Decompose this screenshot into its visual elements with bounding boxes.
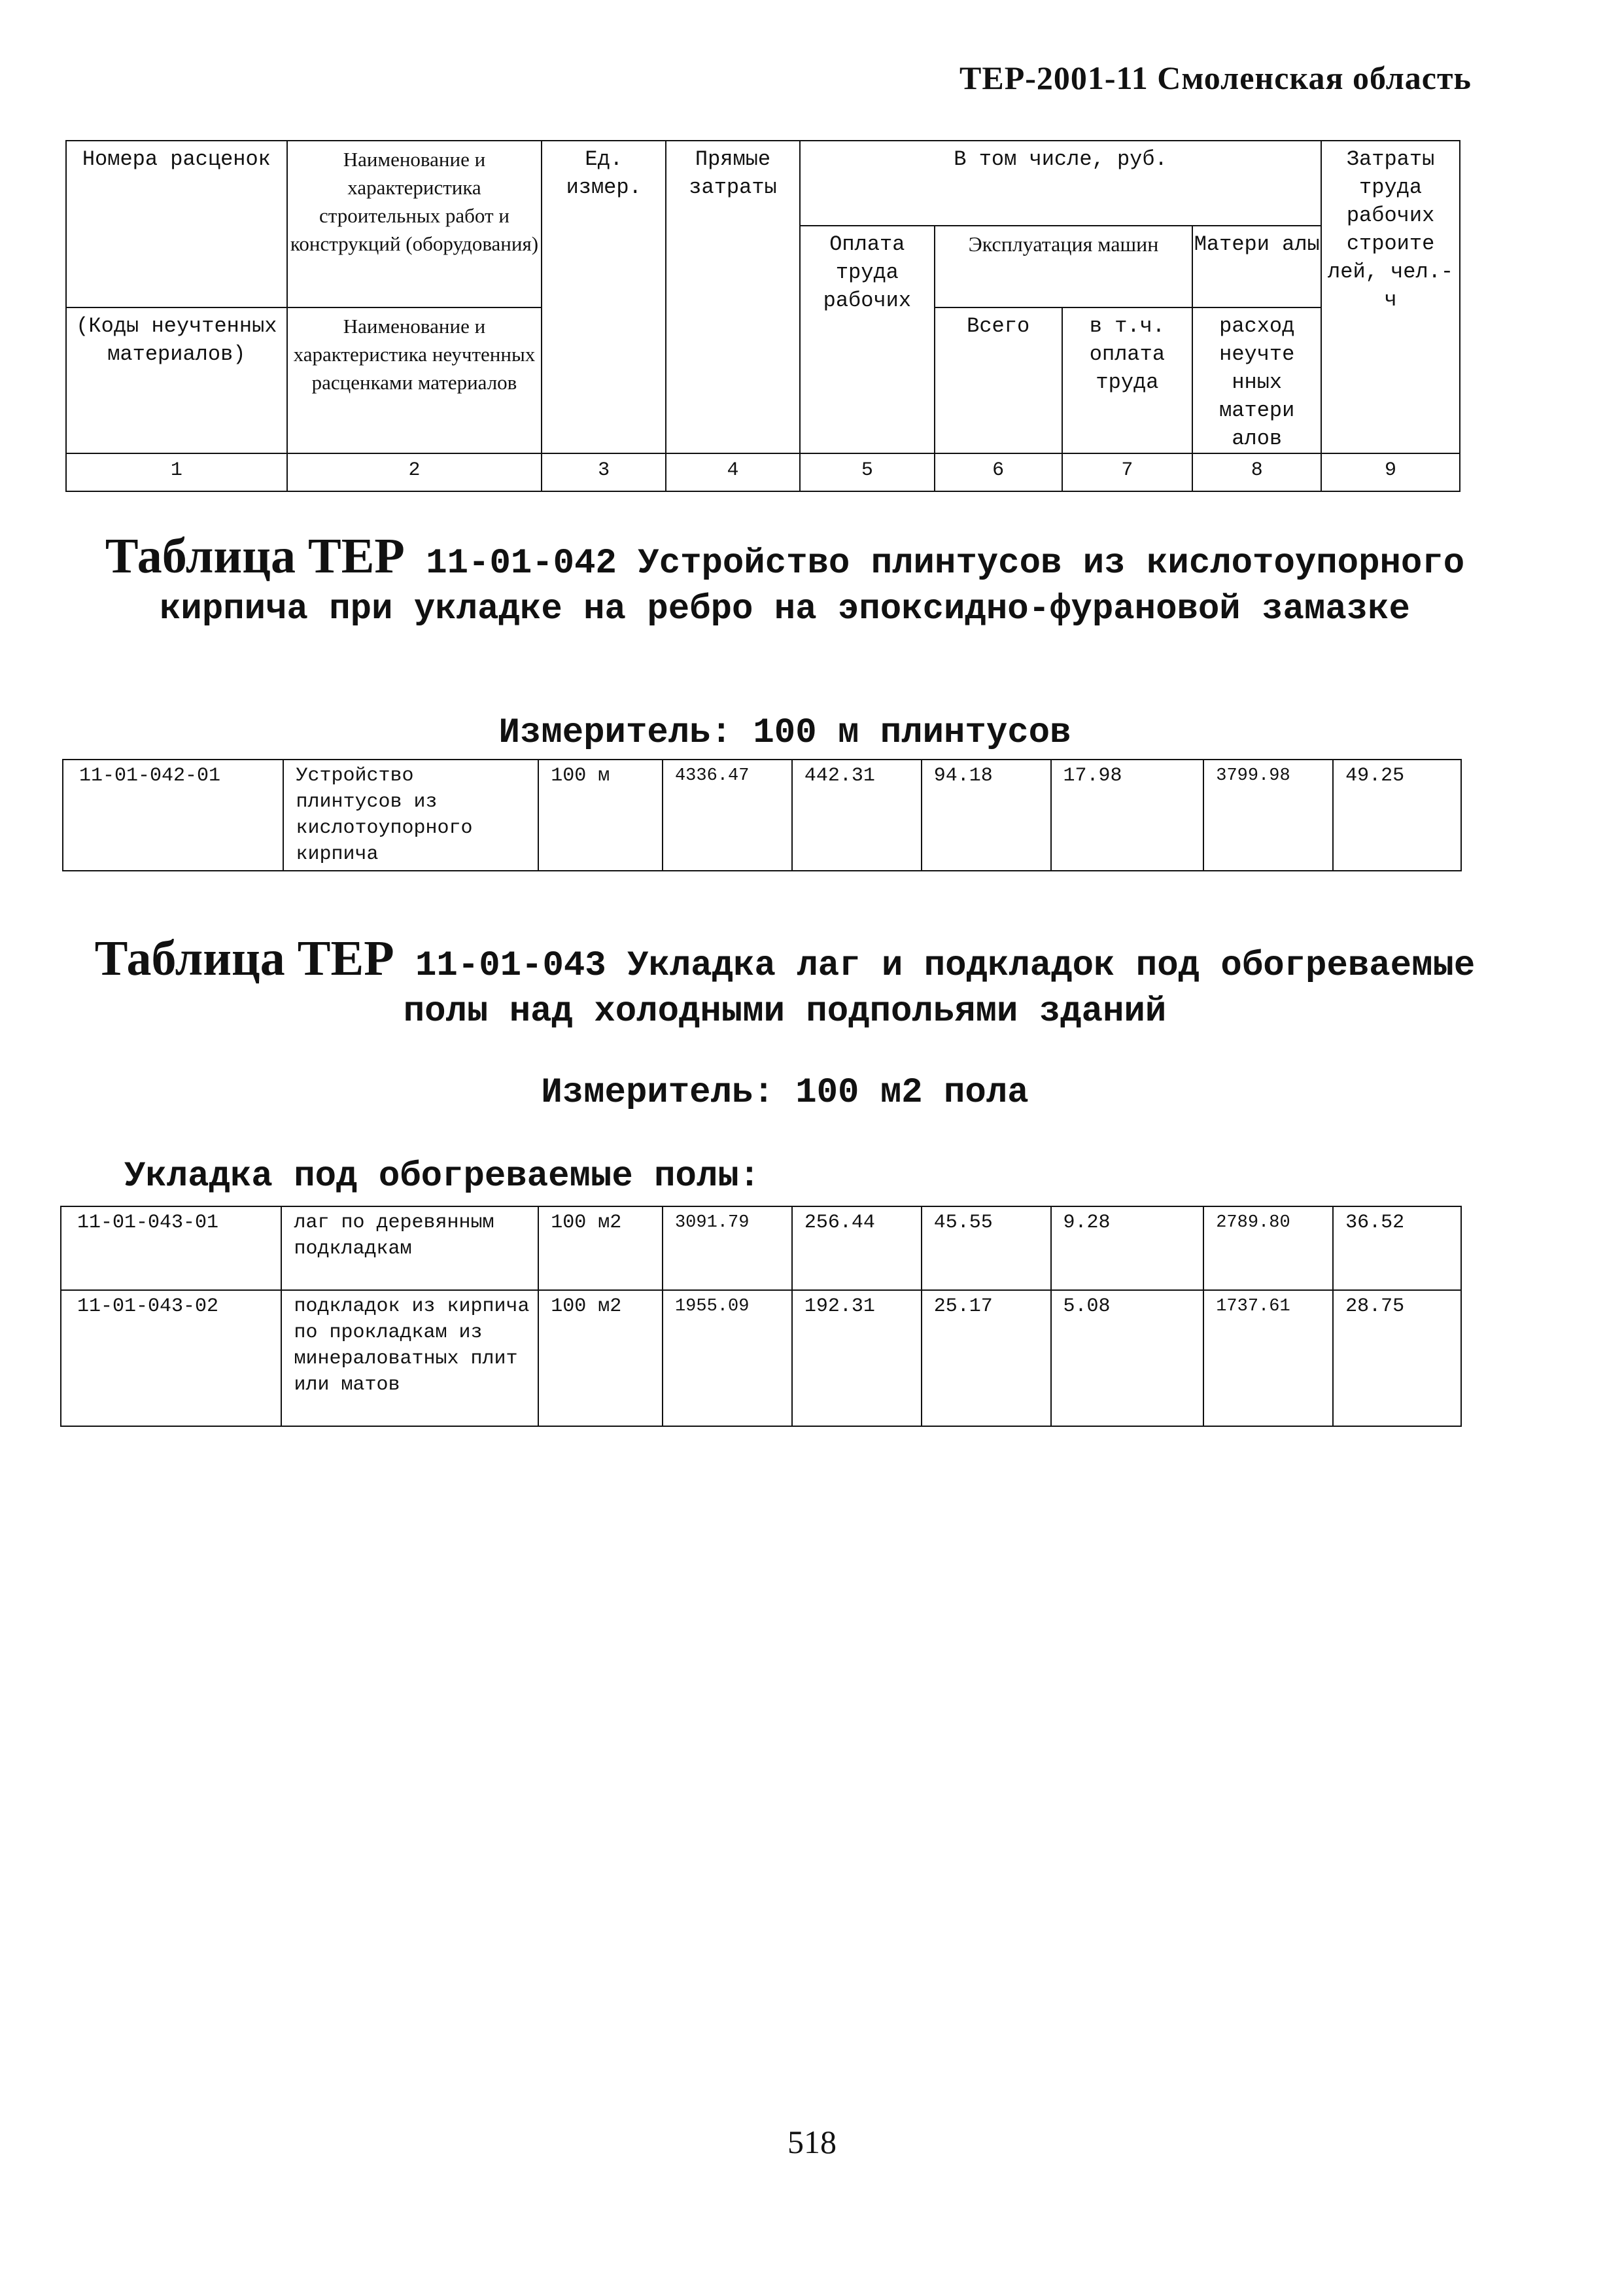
direct-cost: 1955.09 bbox=[663, 1290, 792, 1426]
section-heading: Укладка под обогреваемые полы: bbox=[124, 1157, 761, 1197]
worker-pay-header: Оплата труда рабочих bbox=[800, 226, 935, 453]
table-042-prefix: Таблица ТЕР bbox=[105, 529, 405, 584]
machine-ops-header: Эксплуатация машин bbox=[935, 226, 1193, 307]
materials: 3799.98 bbox=[1203, 760, 1333, 871]
table-row bbox=[61, 1290, 1461, 1426]
labor: 28.75 bbox=[1333, 1290, 1461, 1426]
materials-header: Матери алы bbox=[1192, 226, 1321, 307]
column-header-table bbox=[65, 140, 1460, 492]
rate-name: Устройство плинтусов из кислотоупорного кирпича bbox=[283, 760, 538, 871]
table-042-title-text: 11-01-042 Устройство плинтусов из кислотоупорного кирпича при укладке на ребро на эпоксидно-фурановой замазке bbox=[160, 544, 1465, 629]
table-042 bbox=[62, 759, 1462, 871]
table-043 bbox=[60, 1206, 1462, 1427]
direct-cost: 3091.79 bbox=[663, 1206, 792, 1290]
materials: 2789.80 bbox=[1203, 1206, 1333, 1290]
incl-pay-header: в т.ч. оплата труда bbox=[1062, 307, 1193, 453]
table-043-meter: Измеритель: 100 м2 пола bbox=[541, 1073, 1029, 1113]
table-043-prefix: Таблица ТЕР bbox=[94, 931, 394, 986]
machine-ops: 25.17 bbox=[922, 1290, 1051, 1426]
table-row bbox=[61, 1206, 1461, 1290]
codes-unaccounted-header: (Коды неучтенных материалов) bbox=[66, 307, 287, 453]
consumption-header: расход неучте нных матери алов bbox=[1192, 307, 1321, 453]
labor-costs-header: Затраты труда рабочих строите лей, чел.-ч bbox=[1321, 141, 1460, 453]
direct-cost: 4336.47 bbox=[663, 760, 792, 871]
labor: 36.52 bbox=[1333, 1206, 1461, 1290]
materials: 1737.61 bbox=[1203, 1290, 1333, 1426]
column-number: 1 bbox=[66, 453, 287, 491]
rate-numbers-header: Номера расценок bbox=[66, 141, 287, 226]
table-043-title-text: 11-01-043 Укладка лаг и подкладок под обогреваемые полы над холодными подпольями зданий bbox=[403, 946, 1476, 1032]
column-number: 7 bbox=[1062, 453, 1193, 491]
worker-pay: 442.31 bbox=[792, 760, 922, 871]
rate-name: подкладок из кирпича по прокладкам из минераловатных плит или матов bbox=[281, 1290, 538, 1426]
machine-pay: 9.28 bbox=[1051, 1206, 1204, 1290]
rate-unit: 100 м2 bbox=[538, 1290, 663, 1426]
header-spacer bbox=[66, 226, 287, 307]
machine-ops: 45.55 bbox=[922, 1206, 1051, 1290]
column-number: 4 bbox=[666, 453, 800, 491]
including-header: В том числе, руб. bbox=[800, 141, 1321, 226]
worker-pay: 256.44 bbox=[792, 1206, 922, 1290]
labor: 49.25 bbox=[1333, 760, 1461, 871]
rate-unit: 100 м bbox=[538, 760, 663, 871]
total-header: Всего bbox=[935, 307, 1062, 453]
name-unaccounted-header: Наименование и характеристика неучтенных расценками материалов bbox=[287, 307, 542, 453]
rate-code: 11-01-043-02 bbox=[61, 1290, 281, 1426]
unit-header: Ед. измер. bbox=[542, 141, 666, 453]
running-header: ТЕР-2001-11 Смоленская область bbox=[959, 60, 1472, 96]
column-number: 8 bbox=[1192, 453, 1321, 491]
machine-pay: 5.08 bbox=[1051, 1290, 1204, 1426]
rate-unit: 100 м2 bbox=[538, 1206, 663, 1290]
rate-name: лаг по деревянным подкладкам bbox=[281, 1206, 538, 1290]
table-042-meter: Измеритель: 100 м плинтусов bbox=[498, 713, 1071, 753]
direct-costs-header: Прямые затраты bbox=[666, 141, 800, 453]
column-number: 5 bbox=[800, 453, 935, 491]
worker-pay: 192.31 bbox=[792, 1290, 922, 1426]
rate-code: 11-01-043-01 bbox=[61, 1206, 281, 1290]
table-row bbox=[63, 760, 1461, 871]
page-number: 518 bbox=[787, 2124, 837, 2160]
column-number: 9 bbox=[1321, 453, 1460, 491]
column-number: 2 bbox=[287, 453, 542, 491]
machine-pay: 17.98 bbox=[1051, 760, 1204, 871]
table-042-title bbox=[65, 529, 1504, 633]
name-works-header: Наименование и характеристика строительных работ и конструкций (оборудования) bbox=[287, 141, 542, 307]
rate-code: 11-01-042-01 bbox=[63, 760, 283, 871]
machine-ops: 94.18 bbox=[922, 760, 1051, 871]
column-number: 3 bbox=[542, 453, 666, 491]
table-043-title bbox=[65, 931, 1504, 1035]
column-number: 6 bbox=[935, 453, 1062, 491]
